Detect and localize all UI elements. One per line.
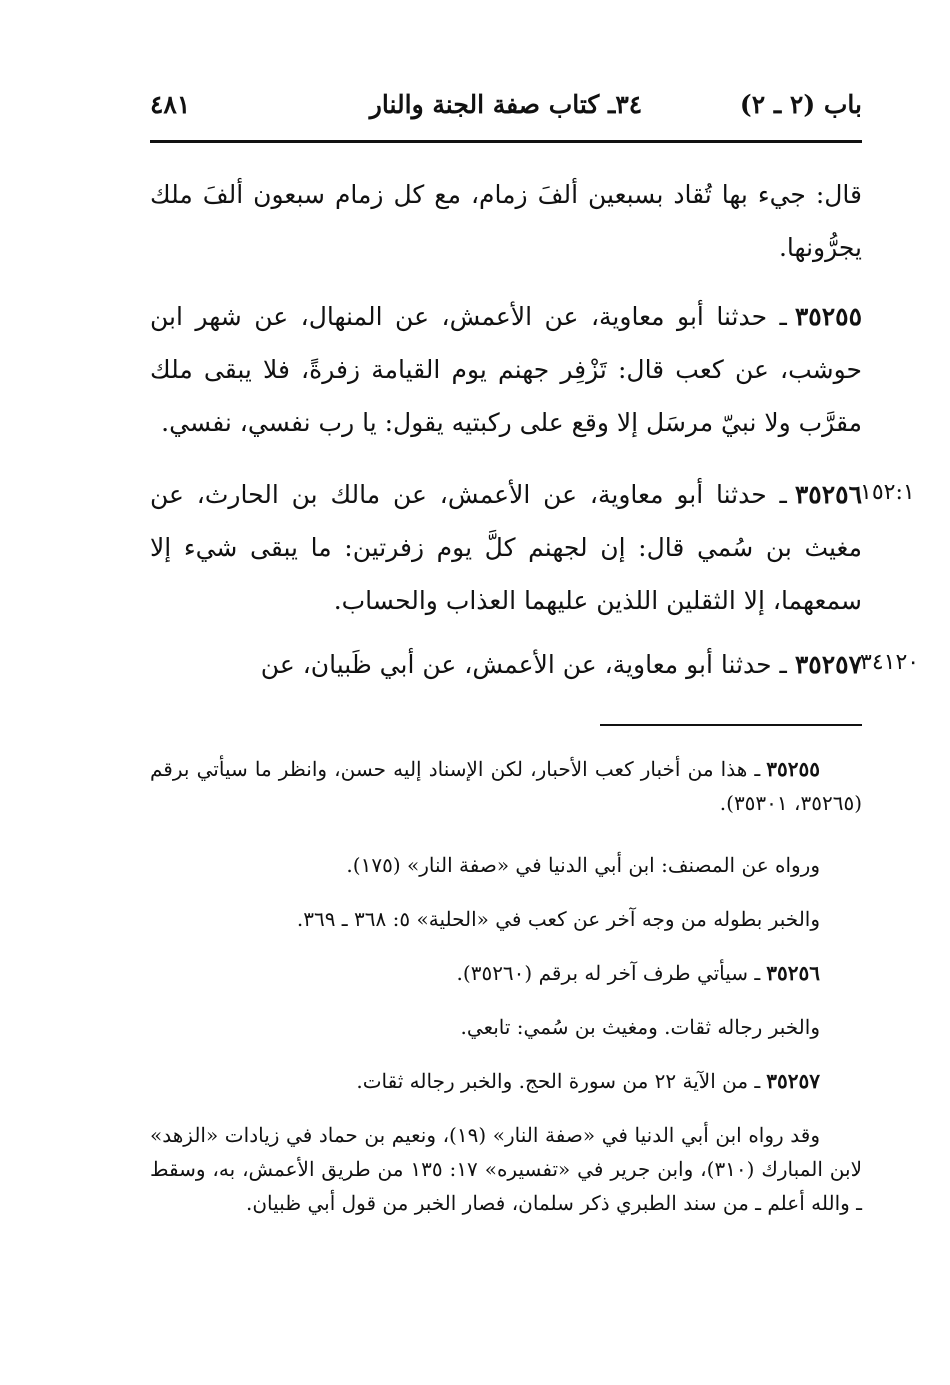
- page-number: ٤٨١: [150, 90, 191, 119]
- hadith-number: ٣٥٢٥٧: [794, 650, 862, 679]
- paragraph-text: قال: جيء بها تُقاد بسبعين ألفَ زمام، مع كل زمام سبعون ألفَ ملك يجرُّونها.: [150, 180, 862, 262]
- hadith-number: ٣٥٢٥٦: [794, 480, 862, 509]
- footnote-35257: [150, 1064, 820, 1098]
- footnote-separator: [600, 724, 862, 726]
- page-header: [150, 88, 862, 132]
- footnote-35255: [150, 752, 862, 820]
- footnote-number: ٣٥٢٥٥: [766, 757, 820, 781]
- hadith-text: ـ حدثنا أبو معاوية، عن الأعمش، عن المنهال، عن شهر ابن حوشب، عن كعب قال: تَزْفِر جهنم يوم القيامة زفرةً، فلا يبقى ملك مقرَّب ولا نبيّ مرسَل إلا وقع على ركبتيه يقول: يا رب نفسي، نفسي.: [150, 302, 862, 437]
- hadith-35257: [150, 638, 862, 691]
- footnote-number: ٣٥٢٥٦: [766, 961, 820, 985]
- footnote-number: ٣٥٢٥٧: [766, 1069, 820, 1093]
- footnote-35256: [150, 956, 820, 990]
- hadith-text: ـ حدثنا أبو معاوية، عن الأعمش، عن مالك بن الحارث، عن مغيث بن سُمي قال: إن لجهنم كلَّ يوم زفرتين: ما يبقى شيء إلا سمعهما، إلا الثقلين اللذين عليهما العذاب والحساب.: [150, 480, 862, 615]
- footnote-line: والخبر بطوله من وجه آخر عن كعب في «الحلية» ٥: ٣٦٨ ـ ٣٦٩.: [296, 907, 820, 931]
- margin-reference: ١٥٢:١: [860, 480, 915, 505]
- hadith-text: ـ حدثنا أبو معاوية، عن الأعمش، عن أبي ظَبيان، عن: [260, 650, 787, 679]
- footnote-line: والخبر رجاله ثقات. ومغيث بن سُمي: تابعي.: [460, 1015, 820, 1039]
- header-section-label: باب (٢ ـ ٢): [739, 90, 862, 119]
- margin-reference: ٣٤١٢٠: [860, 650, 920, 675]
- hadith-35256: [150, 468, 862, 627]
- header-rule: [150, 140, 862, 143]
- hadith-35255: [150, 290, 862, 449]
- hadith-number: ٣٥٢٥٥: [794, 302, 862, 331]
- footnote-paragraph: وقد رواه ابن أبي الدنيا في «صفة النار» (١٩)، ونعيم بن حماد في زيادات «الزهد» لابن المبارك (٣١٠)، وابن جرير في «تفسيره» ١٧: ١٣٥ من طريق الأعمش، به، وسقط ـ والله أعلم ـ من سند الطبري ذكر سلمان، فصار الخبر من قول أبي ظبيان.: [150, 1123, 862, 1215]
- header-book-title: ٣٤ـ كتاب صفة الجنة والنار: [369, 90, 643, 119]
- footnote-line: ورواه عن المصنف: ابن أبي الدنيا في «صفة النار» (١٧٥).: [346, 853, 820, 877]
- footnote-text: ـ من الآية ٢٢ من سورة الحج. والخبر رجاله ثقات.: [356, 1069, 761, 1093]
- footnote-text: ـ هذا من أخبار كعب الأحبار، لكن الإسناد إليه حسن، وانظر ما سيأتي برقم (٣٥٢٦٥، ٣٥٣٠١).: [150, 757, 862, 815]
- main-paragraph-continuation: [150, 168, 862, 274]
- footnote-text: ـ سيأتي طرف آخر له برقم (٣٥٢٦٠).: [456, 961, 761, 985]
